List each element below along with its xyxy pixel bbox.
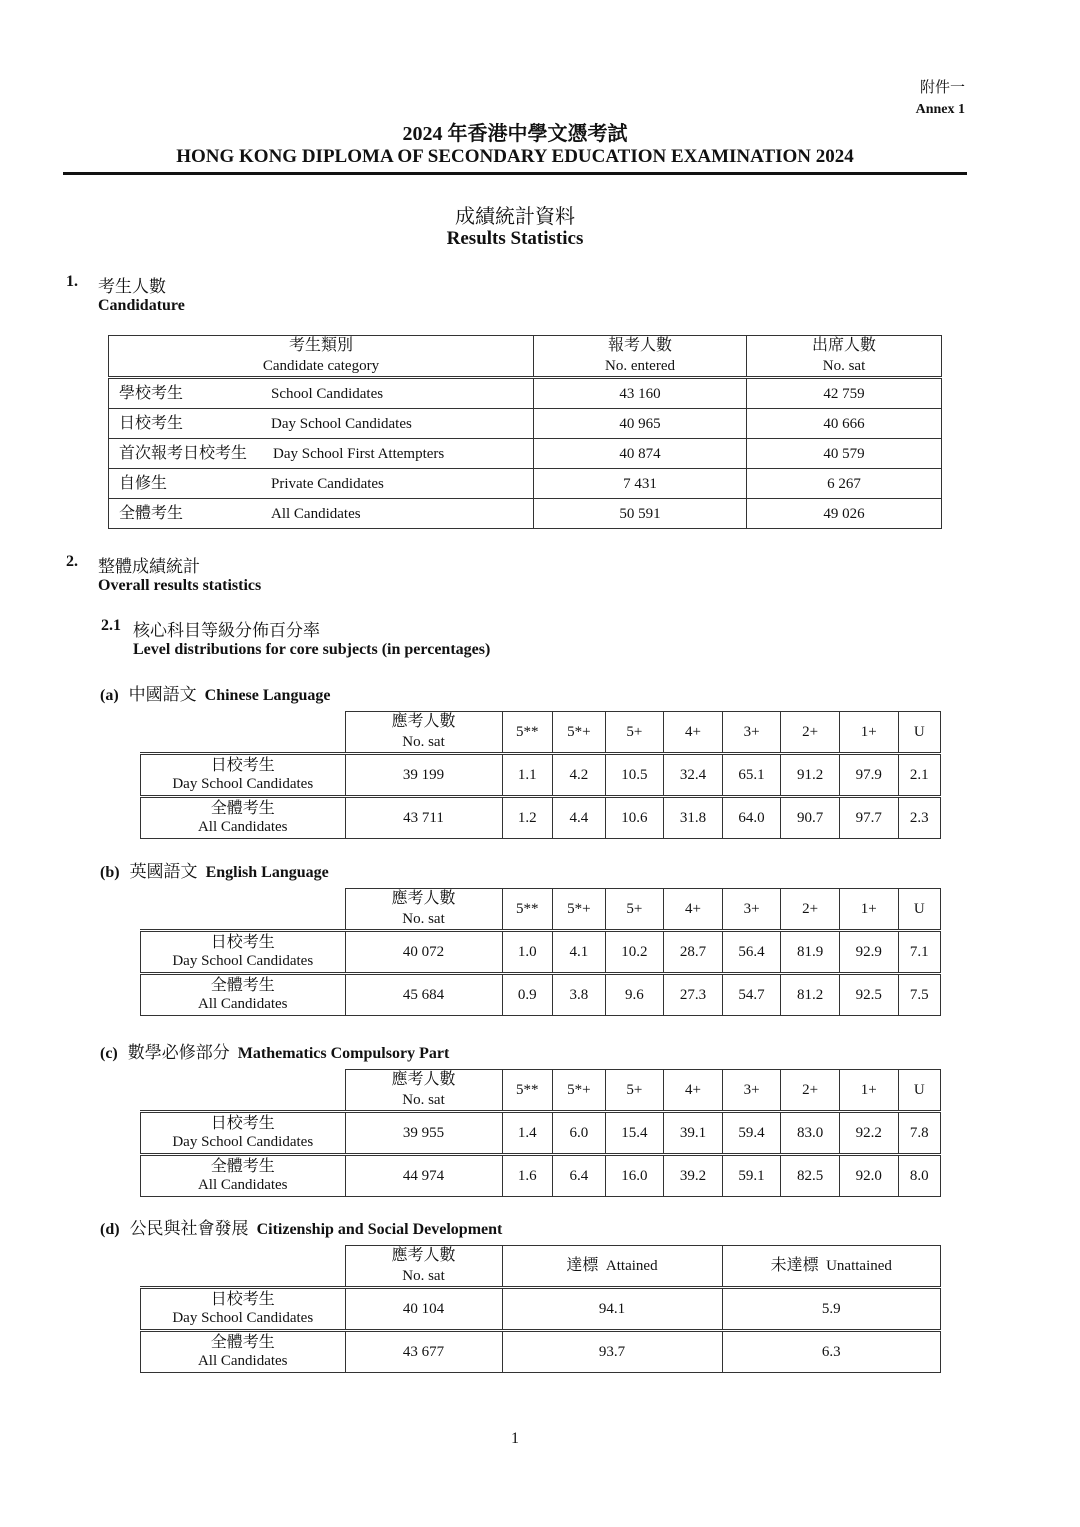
header-nosat-en: No. sat [402,734,445,750]
header-category [109,336,534,378]
subject-name-en: Mathematics Compulsory Part [237,1045,450,1062]
level-distribution-table [140,1069,941,1197]
category-en: All Candidates [271,505,361,522]
row-label-en: Day School Candidates [172,776,314,792]
header-level: U [898,889,941,931]
level-value-cell: 7.5 [898,974,941,1016]
level-value-cell: 1.6 [502,1155,553,1197]
header-nosat-zh: 應考人數 [391,713,456,730]
row-label [141,1112,346,1155]
entered-cell: 7 431 [534,469,747,499]
candidature-table [108,335,942,529]
subject-label: (c) [100,1045,118,1062]
subject-name-en: Chinese Language [204,687,331,704]
header-level: 5*+ [553,889,606,931]
header-sat [747,336,942,378]
header-nosat-zh: 應考人數 [391,1247,456,1264]
header-level: 1+ [839,1070,898,1112]
header-nosat [345,712,502,754]
header-level: 5** [502,889,553,931]
table-row [141,974,941,1016]
level-value-cell: 82.5 [781,1155,840,1197]
sat-cell: 40 579 [747,439,942,469]
nosat-cell: 39 955 [345,1112,502,1155]
level-value-cell: 6.4 [553,1155,606,1197]
csd-header-row [141,1246,941,1288]
subject-name-zh: 公民與社會發展 [129,1219,249,1238]
attained-cell: 94.1 [502,1288,722,1331]
nosat-cell: 45 684 [345,974,502,1016]
subject-label: (b) [100,864,120,881]
entered-cell: 40 965 [534,409,747,439]
header-category-en: Candidate category [262,358,380,374]
subject-name-zh: 英國語文 [129,862,198,881]
level-value-cell: 59.4 [722,1112,781,1155]
header-entered [534,336,747,378]
header-nosat-en: No. sat [402,911,445,927]
level-value-cell: 1.4 [502,1112,553,1155]
header-nosat-zh: 應考人數 [391,1071,456,1088]
row-label-zh: 日校考生 [210,1115,275,1132]
table-row [141,1112,941,1155]
unattained-cell: 6.3 [722,1331,941,1373]
header-entered-zh: 報考人數 [607,337,672,354]
row-label [141,797,346,839]
header-level: 3+ [722,1070,781,1112]
level-value-cell: 7.8 [898,1112,941,1155]
annex-zh: 附件一 [919,80,965,96]
header-sat-en: No. sat [822,358,866,374]
level-value-cell: 1.2 [502,797,553,839]
category-en: School Candidates [271,385,384,402]
row-category [109,439,534,469]
table-row [141,1155,941,1197]
level-value-cell: 10.2 [605,931,664,974]
subsection-2-1-title-zh: 核心科目等級分佈百分率 [133,621,320,640]
subject-name-zh: 中國語文 [128,685,197,704]
header-category-zh: 考生類別 [288,337,353,354]
table-row [141,1331,941,1373]
table-row [109,499,942,529]
row-label-zh: 全體考生 [210,1158,275,1175]
row-category [109,499,534,529]
header-attained-en: Attained [605,1258,658,1274]
subsection-2-1-title-en: Level distributions for core subjects (in percentages) [133,641,491,658]
level-header-row [141,1070,941,1112]
table-row [109,409,942,439]
level-value-cell: 0.9 [502,974,553,1016]
nosat-cell: 44 974 [345,1155,502,1197]
title-divider [63,172,967,175]
level-value-cell: 16.0 [605,1155,664,1197]
category-en: Private Candidates [271,475,384,492]
level-value-cell: 32.4 [664,754,723,797]
level-value-cell: 2.1 [898,754,941,797]
entered-cell: 43 160 [534,378,747,409]
nosat-cell: 40 072 [345,931,502,974]
subject-heading [100,857,329,882]
category-zh: 首次報考日校考生 [119,444,248,462]
section-1-title-en: Candidature [98,297,185,314]
row-label [141,931,346,974]
subject-label: (a) [100,687,119,704]
level-header-row [141,712,941,754]
level-value-cell: 6.0 [553,1112,606,1155]
level-value-cell: 97.7 [839,797,898,839]
header-level: 3+ [722,889,781,931]
header-level: U [898,712,941,754]
candidature-header-row [109,336,942,378]
header-nosat [345,1070,502,1112]
subject-label: (d) [100,1221,120,1238]
table-row [109,469,942,499]
header-level: 4+ [664,712,723,754]
level-value-cell: 59.1 [722,1155,781,1197]
header-nosat [345,889,502,931]
level-value-cell: 1.1 [502,754,553,797]
nosat-cell: 40 104 [345,1288,502,1331]
sat-cell: 49 026 [747,499,942,529]
sat-cell: 6 267 [747,469,942,499]
blank-corner [141,712,346,754]
row-label-zh: 全體考生 [210,1334,275,1351]
header-nosat-en: No. sat [402,1268,445,1284]
sat-cell: 42 759 [747,378,942,409]
nosat-cell: 39 199 [345,754,502,797]
row-label [141,1288,346,1331]
row-label-en: All Candidates [197,996,288,1012]
table-row [141,1288,941,1331]
header-level: 5*+ [553,1070,606,1112]
table-row [141,754,941,797]
level-value-cell: 97.9 [839,754,898,797]
nosat-cell: 43 711 [345,797,502,839]
header-sat-zh: 出席人數 [811,337,876,354]
level-value-cell: 39.1 [664,1112,723,1155]
page-title-zh: 2024 年香港中學文憑考試 [402,123,628,145]
level-value-cell: 90.7 [781,797,840,839]
level-distribution-table [140,711,941,839]
blank-corner [141,889,346,931]
section-1-number: 1. [66,273,78,290]
level-value-cell: 81.2 [781,974,840,1016]
level-value-cell: 92.0 [839,1155,898,1197]
header-unattained-en: Unattained [826,1258,892,1274]
sat-cell: 40 666 [747,409,942,439]
level-value-cell: 15.4 [605,1112,664,1155]
category-zh: 日校考生 [119,414,184,432]
page-title-en: HONG KONG DIPLOMA OF SECONDARY EDUCATION EXAMINATION 2024 [176,146,854,167]
level-value-cell: 92.5 [839,974,898,1016]
level-value-cell: 54.7 [722,974,781,1016]
level-value-cell: 65.1 [722,754,781,797]
row-label [141,974,346,1016]
level-value-cell: 27.3 [664,974,723,1016]
header-level: 5** [502,712,553,754]
subject-heading-csd [100,1214,502,1239]
level-value-cell: 92.2 [839,1112,898,1155]
level-value-cell: 64.0 [722,797,781,839]
header-attained-zh: 達標 [566,1257,599,1274]
level-value-cell: 28.7 [664,931,723,974]
row-category [109,409,534,439]
row-label [141,754,346,797]
csd-table [140,1245,941,1373]
level-value-cell: 10.6 [605,797,664,839]
row-label-zh: 日校考生 [210,757,275,774]
category-zh: 全體考生 [119,504,184,522]
row-category [109,469,534,499]
section-2-title-en: Overall results statistics [98,577,262,594]
header-level: 5*+ [553,712,606,754]
level-value-cell: 4.1 [553,931,606,974]
header-level: 2+ [781,1070,840,1112]
page-subtitle-en: Results Statistics [446,228,584,249]
header-nosat-en: No. sat [402,1092,445,1108]
header-level: 2+ [781,889,840,931]
attained-cell: 93.7 [502,1331,722,1373]
table-row [141,931,941,974]
level-value-cell: 56.4 [722,931,781,974]
level-value-cell: 91.2 [781,754,840,797]
category-en: Day School Candidates [271,415,412,432]
row-label-en: All Candidates [197,1177,288,1193]
subject-name-en: Citizenship and Social Development [256,1221,503,1238]
header-level: 1+ [839,712,898,754]
header-level: 3+ [722,712,781,754]
header-level: 4+ [664,889,723,931]
header-level: 5** [502,1070,553,1112]
level-value-cell: 3.8 [553,974,606,1016]
annex-en: Annex 1 [915,102,965,117]
nosat-cell: 43 677 [345,1331,502,1373]
blank-corner [141,1070,346,1112]
row-label-en: All Candidates [197,1353,288,1369]
level-value-cell: 39.2 [664,1155,723,1197]
subsection-2-1-number: 2.1 [101,617,121,634]
annex-label [916,78,965,120]
subject-heading [100,1038,449,1063]
level-value-cell: 31.8 [664,797,723,839]
subject-heading [100,680,330,705]
row-label-zh: 日校考生 [210,1291,275,1308]
header-unattained [722,1246,941,1288]
row-label-zh: 日校考生 [210,934,275,951]
level-distribution-table [140,888,941,1016]
row-label-en: Day School Candidates [172,953,314,969]
blank-corner [141,1246,346,1288]
section-2-number: 2. [66,553,78,570]
page-subtitle-zh: 成績統計資料 [455,206,575,228]
entered-cell: 40 874 [534,439,747,469]
category-zh: 自修生 [119,474,168,492]
level-value-cell: 2.3 [898,797,941,839]
level-value-cell: 8.0 [898,1155,941,1197]
header-level: 5+ [605,712,664,754]
header-entered-en: No. entered [605,358,675,374]
row-label [141,1331,346,1373]
level-value-cell: 83.0 [781,1112,840,1155]
row-label-zh: 全體考生 [210,977,275,994]
header-level: 1+ [839,889,898,931]
level-value-cell: 81.9 [781,931,840,974]
row-label [141,1155,346,1197]
level-value-cell: 10.5 [605,754,664,797]
row-label-en: Day School Candidates [172,1310,314,1326]
level-header-row [141,889,941,931]
header-nosat-zh: 應考人數 [391,890,456,907]
level-value-cell: 7.1 [898,931,941,974]
page-number: 1 [511,1430,519,1447]
category-en: Day School First Attempters [273,445,445,462]
header-attained [502,1246,722,1288]
subject-name-zh: 數學必修部分 [127,1043,230,1062]
level-value-cell: 4.4 [553,797,606,839]
level-value-cell: 92.9 [839,931,898,974]
level-value-cell: 4.2 [553,754,606,797]
row-label-en: Day School Candidates [172,1134,314,1150]
level-value-cell: 9.6 [605,974,664,1016]
header-level: 5+ [605,889,664,931]
row-category [109,378,534,409]
category-zh: 學校考生 [119,384,184,402]
header-level: 2+ [781,712,840,754]
subject-name-en: English Language [205,864,329,881]
table-row [109,378,942,409]
table-row [109,439,942,469]
level-value-cell: 1.0 [502,931,553,974]
section-1-title-zh: 考生人數 [98,277,166,296]
entered-cell: 50 591 [534,499,747,529]
header-level: U [898,1070,941,1112]
header-nosat [345,1246,502,1288]
section-2-title-zh: 整體成績統計 [98,557,200,576]
row-label-en: All Candidates [197,819,288,835]
table-row [141,797,941,839]
row-label-zh: 全體考生 [210,800,275,817]
unattained-cell: 5.9 [722,1288,941,1331]
header-level: 5+ [605,1070,664,1112]
header-level: 4+ [664,1070,723,1112]
header-unattained-zh: 未達標 [770,1257,819,1274]
